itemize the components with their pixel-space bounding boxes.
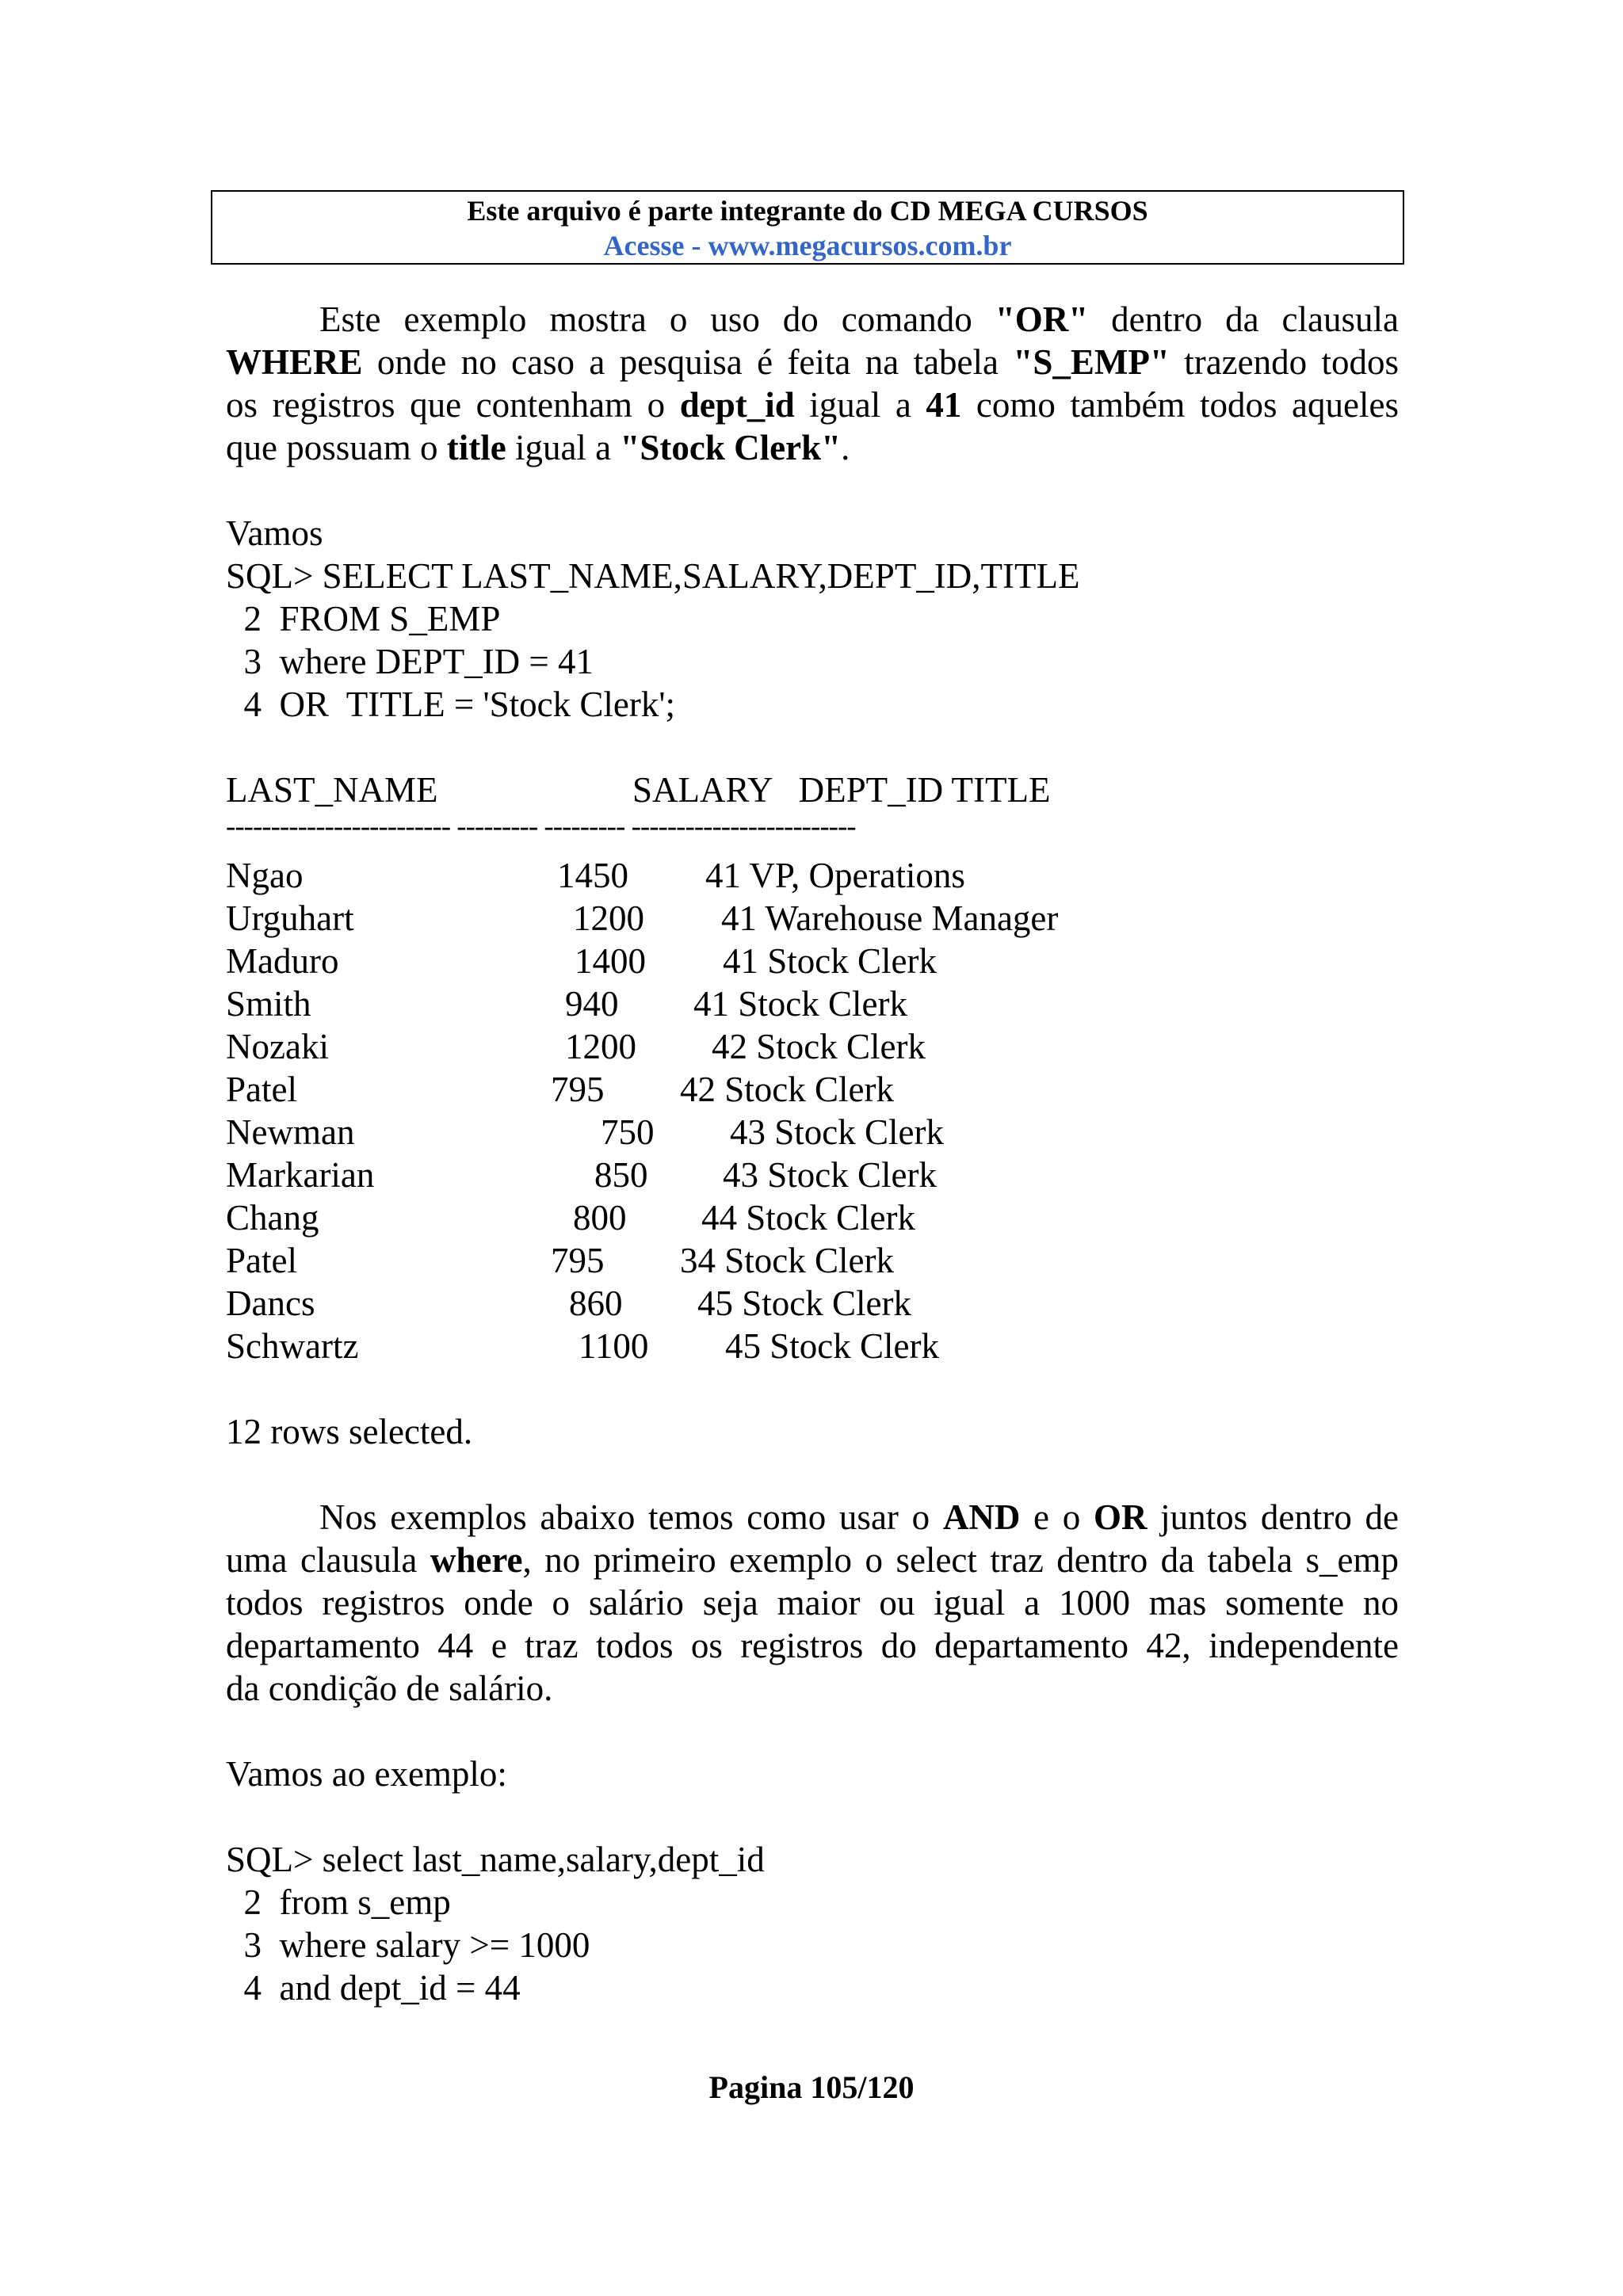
table-row-dept-title: 41 Stock Clerk xyxy=(693,984,907,1024)
table-row-dept-title: 41 Warehouse Manager xyxy=(721,898,1059,938)
table-row-name: Patel xyxy=(226,1070,297,1109)
query1-line: SQL> SELECT LAST_NAME,SALARY,DEPT_ID,TITLE xyxy=(226,556,1080,596)
table-row-name: Urguhart xyxy=(226,898,354,938)
header-website-link[interactable]: Acesse - www.megacursos.com.br xyxy=(603,230,1012,261)
table-row-salary: 750 xyxy=(601,1112,655,1152)
table-row-name: Patel xyxy=(226,1241,297,1280)
column-header-rest: SALARY DEPT_ID TITLE xyxy=(632,770,1051,810)
vamos-exemplo-text: Vamos ao exemplo: xyxy=(226,1754,507,1794)
table-row-salary: 800 xyxy=(573,1198,627,1238)
table-row-name: Schwartz xyxy=(226,1326,359,1366)
table-row-salary: 1450 xyxy=(557,856,628,895)
column-separator: ------------------------- --------- --------- ------------------------- xyxy=(226,810,856,843)
query2-line: 2 from s_emp xyxy=(226,1882,451,1922)
table-row-salary: 940 xyxy=(565,984,619,1024)
table-row-name: Maduro xyxy=(226,941,339,981)
table-row-dept-title: 34 Stock Clerk xyxy=(680,1241,894,1280)
table-row-name: Markarian xyxy=(226,1155,375,1195)
header-box xyxy=(211,190,1404,265)
query2-line: SQL> select last_name,salary,dept_id xyxy=(226,1840,765,1879)
table-row-dept-title: 42 Stock Clerk xyxy=(680,1070,894,1109)
table-row-salary: 795 xyxy=(551,1241,605,1280)
table-row-dept-title: 43 Stock Clerk xyxy=(723,1155,937,1195)
query1-line: 4 OR TITLE = 'Stock Clerk'; xyxy=(226,685,675,724)
query2-line: 3 where salary >= 1000 xyxy=(226,1925,590,1965)
table-row-name: Dancs xyxy=(226,1283,315,1323)
header-title: Este arquivo é parte integrante do CD MEGA CURSOS xyxy=(467,195,1148,227)
table-row-salary: 1400 xyxy=(575,941,646,981)
table-row-name: Smith xyxy=(226,984,311,1024)
page-number: Pagina 105/120 xyxy=(708,2069,915,2105)
intro-paragraph: Este exemplo mostra o uso do comando "OR" dentro da clausula WHERE onde no caso a pesquisa é feita na tabela "S_EMP" trazendo todos os registros que contenham o dept_id igual a 41 como também todos aqueles que possuam o title igual a "Stock Clerk". xyxy=(226,299,1400,467)
table-row-salary: 1100 xyxy=(579,1326,649,1366)
table-row-dept-title: 41 Stock Clerk xyxy=(723,941,937,981)
table-row-salary: 850 xyxy=(594,1155,648,1195)
table-row-dept-title: 41 VP, Operations xyxy=(705,856,965,895)
table-row-salary: 1200 xyxy=(573,898,644,938)
table-row-name: Ngao xyxy=(226,856,304,895)
vamos-text: Vamos xyxy=(226,513,323,553)
query2-line: 4 and dept_id = 44 xyxy=(226,1968,521,2008)
table-row-name: Chang xyxy=(226,1198,319,1238)
table-row-dept-title: 45 Stock Clerk xyxy=(697,1283,911,1323)
table-row-dept-title: 43 Stock Clerk xyxy=(730,1112,944,1152)
query1-line: 2 FROM S_EMP xyxy=(226,599,501,639)
second-paragraph: Nos exemplos abaixo temos como usar o AND e o OR juntos dentro de uma clausula where, no primeiro exemplo o select traz dentro da tabela s_emp todos registros onde o salário seja maior ou igual a 1000 mas somente no departamento 44 e traz todos os registros do departamento 42, independente da condição de salário. xyxy=(226,1497,1400,1708)
table-row-salary: 860 xyxy=(569,1283,623,1323)
table-row-dept-title: 44 Stock Clerk xyxy=(701,1198,915,1238)
table-row-dept-title: 45 Stock Clerk xyxy=(725,1326,939,1366)
column-header-last-name: LAST_NAME xyxy=(226,770,438,810)
table-row-dept-title: 42 Stock Clerk xyxy=(712,1027,926,1066)
rows-selected-count: 12 rows selected. xyxy=(226,1412,473,1451)
table-row-name: Newman xyxy=(226,1112,355,1152)
table-row-name: Nozaki xyxy=(226,1027,329,1066)
table-row-salary: 1200 xyxy=(565,1027,636,1066)
query1-line: 3 where DEPT_ID = 41 xyxy=(226,642,594,681)
table-row-salary: 795 xyxy=(551,1070,605,1109)
